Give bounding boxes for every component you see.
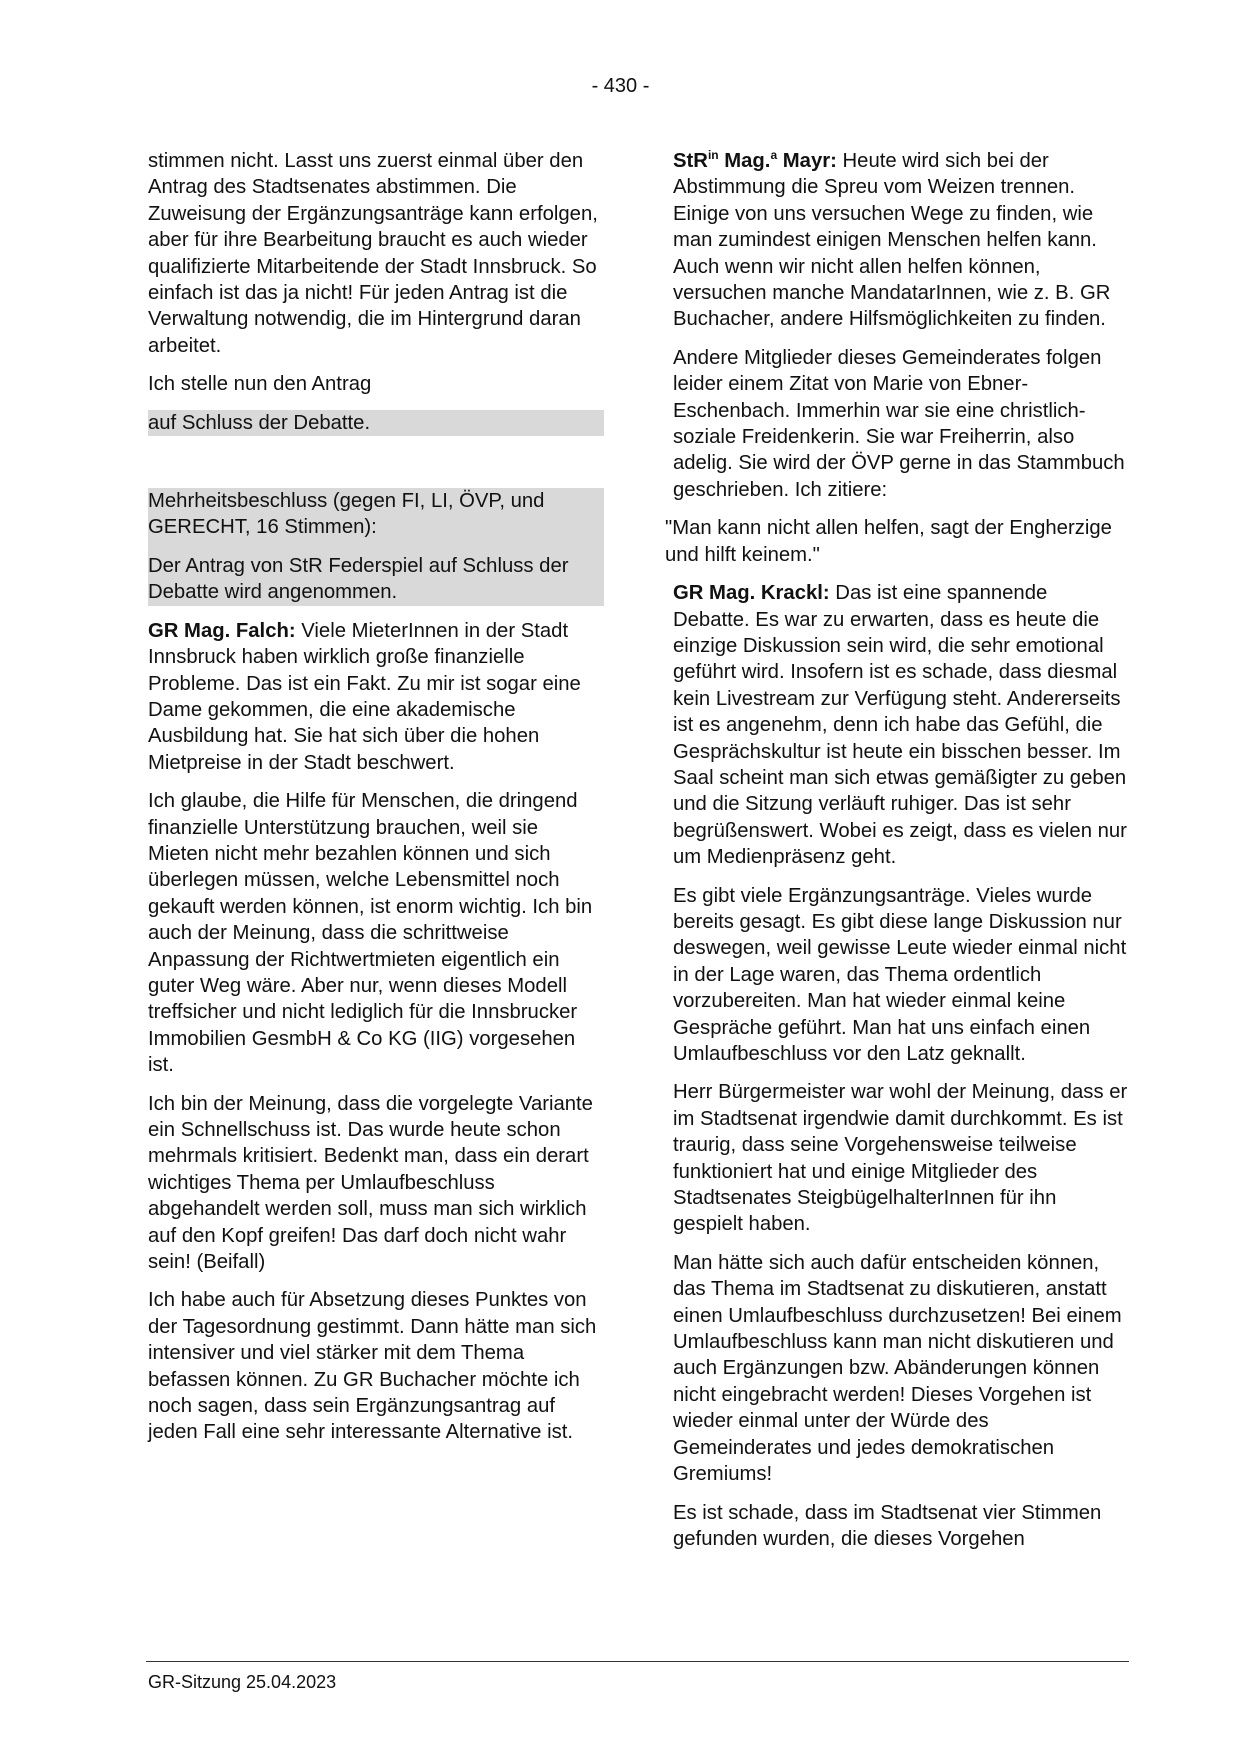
speaker-title: StR	[673, 150, 708, 172]
speaker-name: GR Mag. Falch:	[148, 619, 296, 642]
speech-mayr	[673, 148, 1129, 333]
paragraph: Andere Mitglieder dieses Gemeinderates folgen leider einem Zitat von Marie von Ebner-Eschenbach. Immerhin war sie eine christlich-soziale Freidenkerin. Sie war Freiherrin, also adelig. Sie wird der ÖVP gerne in das Stammbuch geschrieben. Ich zitiere:	[673, 346, 1125, 501]
speech-krackl	[673, 580, 1129, 870]
speech-text: Heute wird sich bei der Abstimmung die Spreu vom Weizen trennen. Einige von uns versuchen Wege zu finden, wie man zumindest einigen Menschen helfen kann. Auch wenn wir nicht allen helfen können, versuchen manche MandatarInnen, wie z. B. GR Buchacher, andere Hilfsmöglichkeiten zu finden.	[673, 150, 1111, 331]
resolution-result: Der Antrag von StR Federspiel auf Schluss der Debatte wird angenommen.	[148, 554, 569, 604]
footer-session-date: GR-Sitzung 25.04.2023	[148, 1672, 337, 1692]
resolution-vote: Mehrheitsbeschluss (gegen FI, LI, ÖVP, und GERECHT, 16 Stimmen):	[148, 490, 545, 539]
speaker-superscript: in	[707, 148, 719, 163]
quote: "Man kann nicht allen helfen, sagt der Engherzige und hilft keinem."	[665, 517, 1112, 566]
left-column	[148, 148, 604, 1458]
speaker-title: Mag.	[718, 150, 771, 172]
resolution-box	[148, 488, 604, 606]
speaker-name: GR Mag. Krackl:	[673, 582, 830, 605]
motion-highlight	[148, 410, 604, 436]
speaker-superscript: a	[770, 148, 778, 163]
paragraph: Man hätte sich auch dafür entscheiden können, das Thema im Stadtsenat zu diskutieren, anstatt einen Umlaufbeschluss durchzusetzen! Bei einem Umlaufbeschluss kann man nicht diskutieren und auch Ergänzungen bzw. Abänderungen können nicht eingebracht werden! Dieses Vorgehen ist wieder einmal unter der Würde des Gemeinderates und jedes demokratischen Gremiums!	[673, 1251, 1122, 1486]
paragraph: Ich bin der Meinung, dass die vorgelegte Variante ein Schnellschuss ist. Das wurde heute schon mehrmals kritisiert. Bedenkt man, dass ein derart wichtiges Thema per Umlaufbeschluss abgehandelt werden soll, muss man sich wirklich auf den Kopf greifen! Das darf doch nicht wahr sein! (Beifall)	[148, 1092, 593, 1274]
paragraph: Herr Bürgermeister war wohl der Meinung, dass er im Stadtsenat irgendwie damit durchkommt. Es ist traurig, dass seine Vorgehensweise teilweise funktioniert hat und einige Mitglieder des Stadtsenates SteigbügelhalterInnen für ihn gespielt haben.	[673, 1081, 1128, 1236]
paragraph: Ich stelle nun den Antrag	[148, 373, 372, 396]
footer-divider	[146, 1661, 1129, 1662]
paragraph: Ich habe auch für Absetzung dieses Punktes von der Tagesordnung gestimmt. Dann hätte man sich intensiver und viel stärker mit dem Thema befassen können. Zu GR Buchacher möchte ich noch sagen, dass sein Ergänzungsantrag auf jeden Fall eine sehr interessante Alternative ist.	[148, 1289, 597, 1444]
speech-text: Viele MieterInnen in der Stadt Innsbruck haben wirklich große finanzielle Probleme. Das ist ein Fakt. Zu mir ist sogar eine Dame gekommen, die eine akademische Ausbildung hat. Sie hat sich über die hohen Mietpreise in der Stadt beschwert.	[148, 619, 581, 774]
paragraph: Ich glaube, die Hilfe für Menschen, die dringend finanzielle Unterstützung brauchen, weil sie Mieten nicht mehr bezahlen können und sich überlegen müssen, welche Lebensmittel noch gekauft werden können, ist enorm wichtig. Ich bin auch der Meinung, dass die schrittweise Anpassung der Richtwertmieten eigentlich ein guter Weg wäre. Aber nur, wenn dieses Modell treffsicher und nicht lediglich für die Innsbrucker Immobilien GesmbH & Co KG (IIG) vorgesehen ist.	[148, 790, 593, 1077]
paragraph: stimmen nicht. Lasst uns zuerst einmal über den Antrag des Stadtsenates abstimmen. Die Zuweisung der Ergänzungsanträge kann erfolgen, aber für ihre Bearbeitung braucht es auch wieder qualifizierte Mitarbeitende der Stadt Innsbruck. So einfach ist das ja nicht! Für jeden Antrag ist die Verwaltung notwendig, die im Hintergrund daran arbeitet.	[148, 150, 598, 357]
paragraph: Es ist schade, dass im Stadtsenat vier Stimmen gefunden wurden, die dieses Vorgehen	[673, 1501, 1102, 1550]
speech-falch	[148, 618, 604, 776]
speaker-surname: Mayr:	[777, 150, 837, 172]
right-column	[665, 148, 1129, 1564]
speech-text: Das ist eine spannende Debatte. Es war zu erwarten, dass es heute die einzige Diskussion sein wird, die sehr emotional geführt wird. Insofern ist es schade, dass diesmal kein Livestream zur Verfügung steht. Andererseits ist es angenehm, denn ich habe das Gefühl, die Gesprächskultur ist heute ein bisschen besser. Im Saal scheint man sich etwas gemäßigter zu geben und die Sitzung verläuft ruhiger. Das ist sehr begrüßenswert. Wobei es zeigt, dass es vielen nur um Medienpräsenz geht.	[673, 582, 1127, 869]
page-number: - 430 -	[591, 75, 650, 97]
spacer	[148, 448, 604, 488]
speaker-name	[673, 150, 837, 172]
motion-text: auf Schluss der Debatte.	[148, 411, 371, 434]
paragraph: Es gibt viele Ergänzungsanträge. Vieles wurde bereits gesagt. Es gibt diese lange Diskussion nur deswegen, weil gewisse Leute wieder einmal nicht in der Lage waren, das Thema ordentlich vorzubereiten. Man hat wieder einmal keine Gespräche geführt. Man hat uns einfach einen Umlaufbeschluss vor den Latz geknallt.	[673, 884, 1127, 1065]
